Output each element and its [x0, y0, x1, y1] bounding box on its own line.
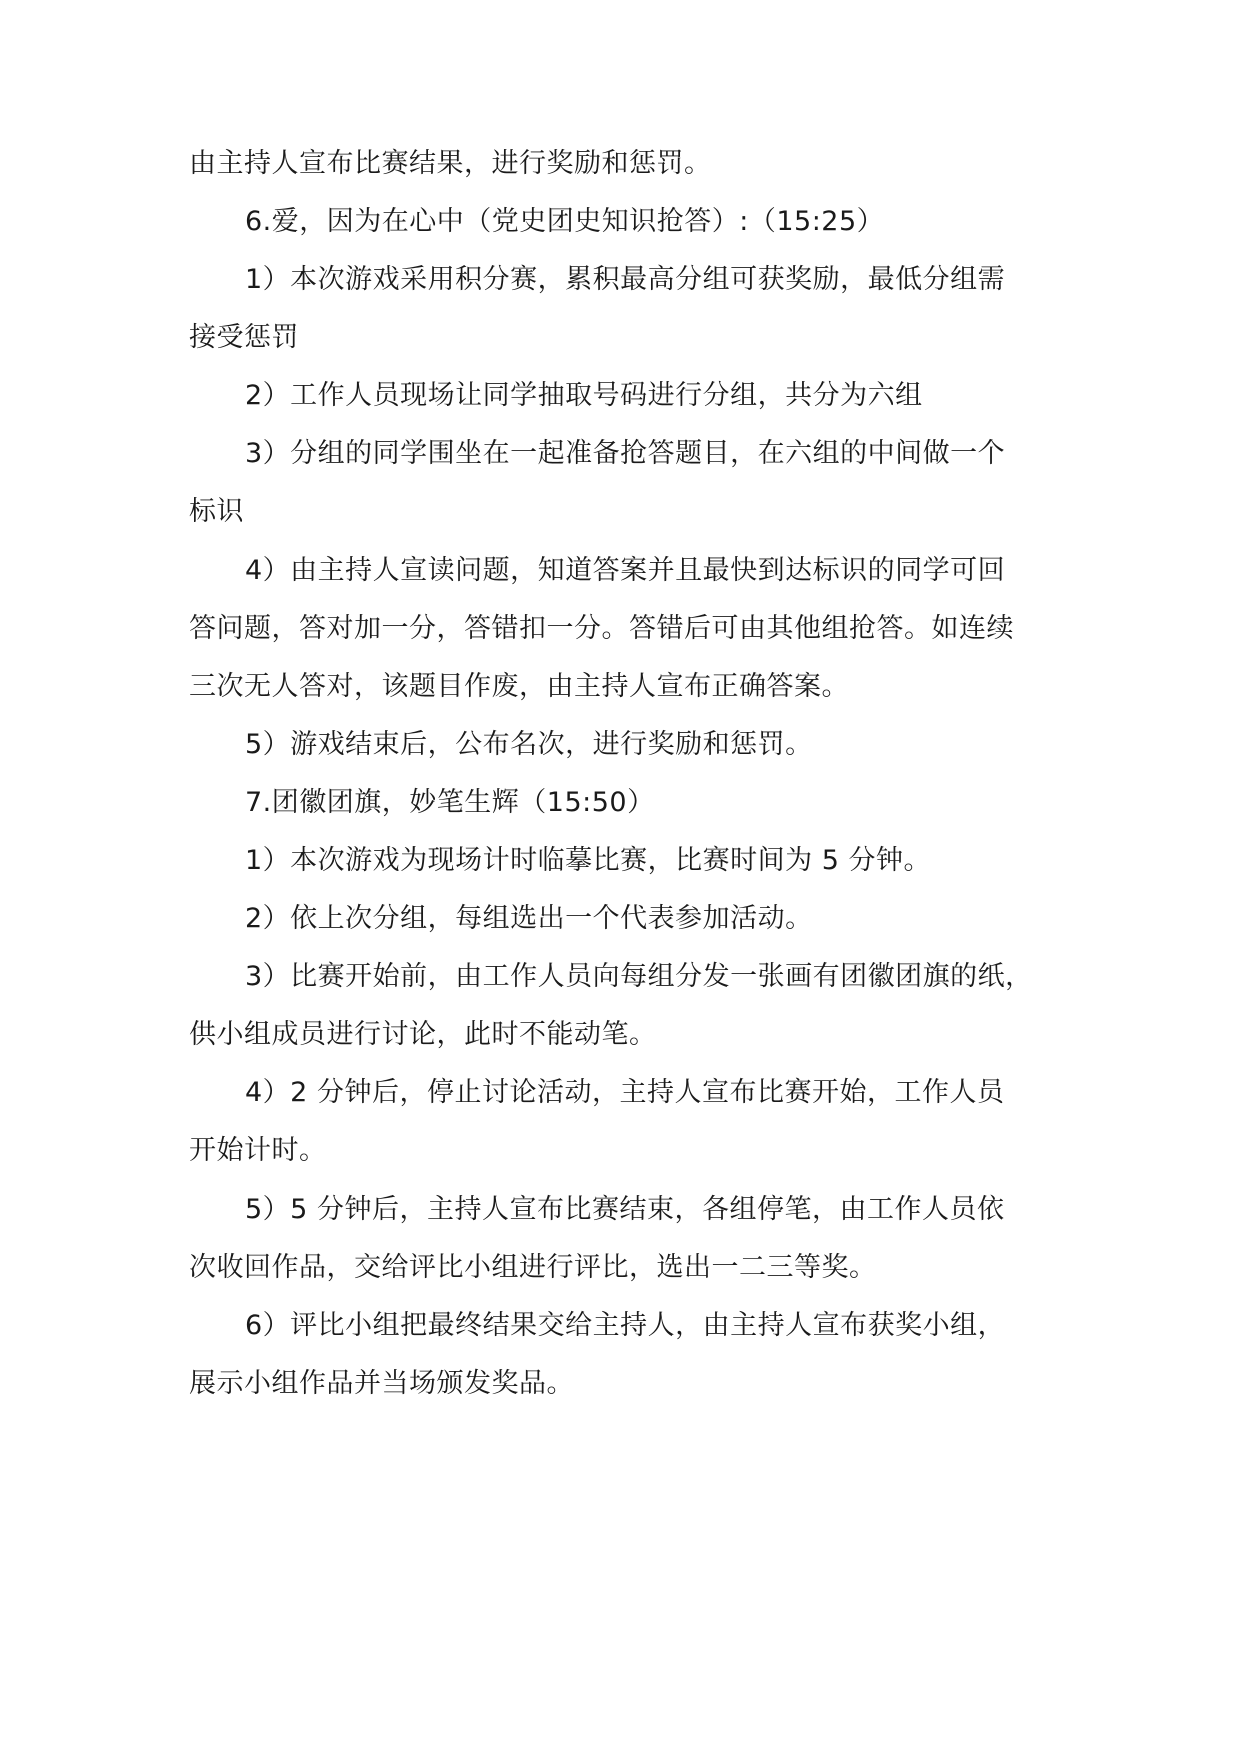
text-line: 5）游戏结束后，公布名次，进行奖励和惩罚。: [245, 729, 813, 760]
section-heading: 6.爱，因为在心中（党史团史知识抢答）:（15:25）: [245, 206, 885, 237]
text-line: 由主持人宣布比赛结果，进行奖励和惩罚。: [189, 148, 712, 179]
text-line: 答问题，答对加一分，答错扣一分。答错后可由其他组抢答。如连续: [189, 613, 1014, 644]
text-line: 供小组成员进行讨论，此时不能动笔。: [189, 1019, 657, 1050]
text-line: 次收回作品，交给评比小组进行评比，选出一二三等奖。: [189, 1252, 877, 1283]
text-line: 1）本次游戏为现场计时临摹比赛，比赛时间为 5 分钟。: [245, 845, 932, 876]
section-heading: 7.团徽团旗，妙笔生辉（15:50）: [245, 787, 655, 818]
text-line: 5）5 分钟后，主持人宣布比赛结束，各组停笔，由工作人员依: [245, 1194, 1005, 1225]
text-line: 1）本次游戏采用积分赛，累积最高分组可获奖励，最低分组需: [245, 264, 1006, 295]
text-line: 三次无人答对，该题目作废，由主持人宣布正确答案。: [189, 671, 849, 702]
text-line: 4）由主持人宣读问题，知道答案并且最快到达标识的同学可回: [245, 555, 1006, 586]
text-line: 2）工作人员现场让同学抽取号码进行分组，共分为六组: [245, 380, 923, 411]
text-line: 开始计时。: [189, 1135, 327, 1166]
text-line: 4）2 分钟后，停止讨论活动，主持人宣布比赛开始，工作人员: [245, 1077, 1005, 1108]
text-line: 展示小组作品并当场颁发奖品。: [189, 1368, 574, 1399]
text-line: 标识: [189, 496, 244, 527]
text-line: 3）分组的同学围坐在一起准备抢答题目，在六组的中间做一个: [245, 438, 1006, 469]
text-line: 接受惩罚: [189, 322, 299, 353]
text-line: 6）评比小组把最终结果交给主持人，由主持人宣布获奖小组，: [245, 1310, 1006, 1341]
text-line: 2）依上次分组，每组选出一个代表参加活动。: [245, 903, 813, 934]
text-line: 3）比赛开始前，由工作人员向每组分发一张画有团徽团旗的纸，: [245, 961, 1033, 992]
